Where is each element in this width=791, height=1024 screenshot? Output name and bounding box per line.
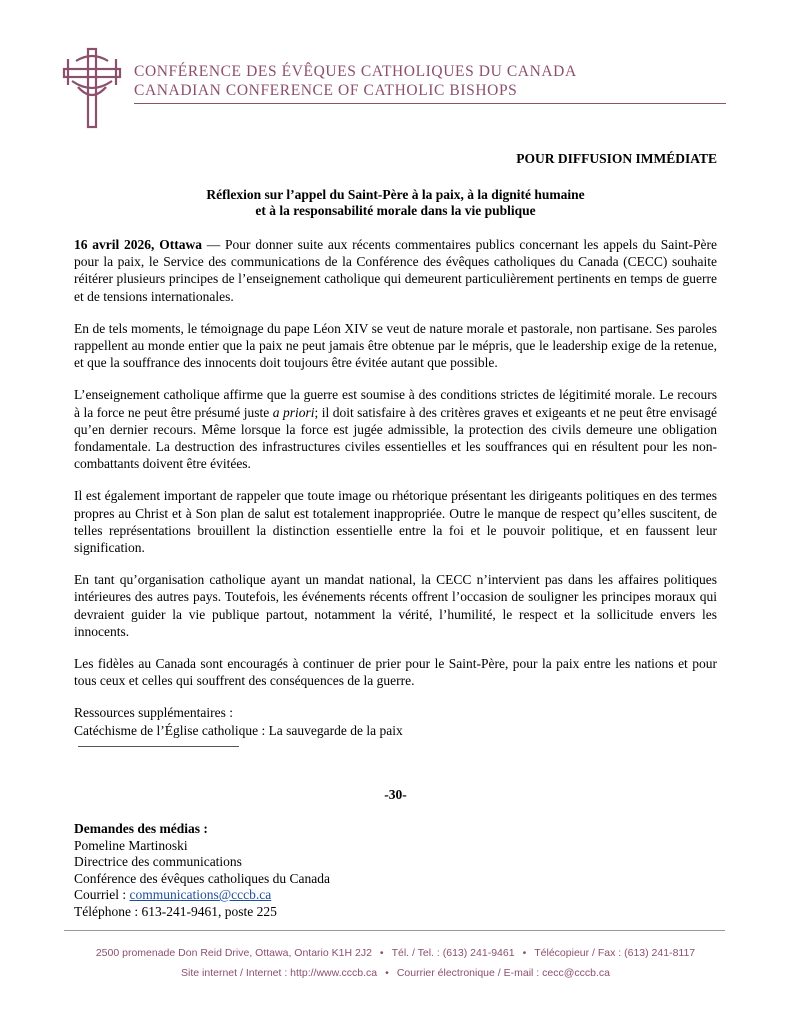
dateline: 16 avril 2026, Ottawa [74,237,202,252]
footer-line-1 [0,943,791,963]
contact-role: Directrice des communications [74,854,242,869]
footer-fax: Télécopieur / Fax : (613) 241-8117 [534,947,696,959]
footer-mail[interactable]: Courrier électronique / E-mail : cecc@cccb.ca [396,967,610,979]
paragraph-1 [74,236,717,305]
paragraph-5: En tant qu’organisation catholique ayant un mandat national, la CECC n’intervient pas dans les affaires politiques intérieures des autres pays. Toutefois, les événements récents offrent l’occasion de souligner les principes moraux qui devraient guider la vie publique partout, notamment la vérité, l’humilité, le respect et la sollicitude envers les innocents. [74,572,717,639]
letterhead-org-names [134,62,577,100]
resources-link[interactable]: Catéchisme de l’Église catholique : La sauvegarde de la paix [74,722,403,738]
resources-label: Ressources supplémentaires : [74,705,233,721]
bullet-icon: • [522,947,527,959]
release-label: POUR DIFFUSION IMMÉDIATE [516,151,717,166]
paragraph-3-text-b: ; il doit satisfaire à des critères graves et exigeants et ne peut être envisagé qu’en dernier recours. Même lorsque la force est jugée admissible, la protection des civils demeure une obligation fondamentale. La destruction des infrastructures civiles essentielles et les souffrances qui en résultent pour les non-combattants doivent être évitées. [74,404,718,472]
org-name-fr: CONFÉRENCE DES ÉVÊQUES CATHOLIQUES DU CANADA [134,63,577,80]
contact-name: Pomeline Martinoski [74,837,188,853]
bullet-icon: • [379,947,384,959]
paragraph-3 [74,386,717,472]
footnote-divider [78,746,239,747]
title-line-2: et à la responsabilité morale dans la vie publique [255,203,536,218]
paragraph-2: En de tels moments, le témoignage du pape Léon XIV se veut de nature morale et pastorale, non partisane. Ses paroles rappellent au monde entier que la paix ne peut jamais être obtenue par le mépris, que le leadership exige de la retenue, et que la souffrance des innocents doit toujours être évitée autant que possible. [74,320,717,371]
paragraph-1-text: — Pour donner suite aux récents commentaires publics concernant les appels du Saint-Père pour la paix, le Service des communications de la Conférence des évêques catholiques du Canada (CECC) souhaite réitérer plusieurs principes de l’enseignement catholique qui demeurent particulièrement pertinents en temps de guerre et de tensions internationales. [74,237,717,304]
paragraph-3-text-a: L’enseignement catholique affirme que la guerre est soumise à des conditions strictes de légitimité morale. Le recours à la force ne peut être présumé juste [74,387,717,420]
contact-email-label: Courriel : [74,887,130,902]
contact-phone: Téléphone : 613-241-9461, poste 225 [74,903,277,919]
end-mark: -30- [384,787,407,802]
document-body [74,236,717,739]
org-name-en: CANADIAN CONFERENCE OF CATHOLIC BISHOPS [134,82,518,99]
footer-web[interactable]: Site internet / Internet : http://www.cccb.ca [181,967,378,979]
title-line-1: Réflexion sur l’appel du Saint-Père à la paix, à la dignité humaine [206,187,585,202]
footer-divider [64,930,725,931]
letterhead-divider [134,103,726,104]
cccb-logo-icon [62,47,122,129]
contact-org: Conférence des évêques catholiques du Canada [74,870,331,886]
contact-email-row [74,887,330,904]
media-contact [74,821,330,920]
footer [0,943,791,983]
paragraph-6: Les fidèles au Canada sont encouragés à continuer de prier pour le Saint-Père, pour la paix entre les nations et pour tous ceux et celles qui souffrent des conséquences de la guerre. [74,656,717,689]
footer-tel: Tél. / Tel. : (613) 241-9461 [391,947,515,959]
contact-email-link[interactable]: communications@cccb.ca [129,887,272,902]
footer-line-2 [0,963,791,983]
bullet-icon: • [385,967,389,979]
footer-address: 2500 promenade Don Reid Drive, Ottawa, Ontario K1H 2J2 [95,947,372,959]
document-title [74,187,717,219]
contact-heading: Demandes des médias : [74,821,208,836]
paragraph-4: Il est également important de rappeler que toute image ou rhétorique présentant les dirigeants politiques en des termes propres au Christ et à Son plan de salut est totalement inappropriée. Outre le manque de respect qu’elles suscitent, de telles représentations brouillent la distinction essentielle entre la foi et le pouvoir politique, et en faussent leur signification. [74,488,717,556]
paragraph-3-italic: a priori [272,404,315,420]
